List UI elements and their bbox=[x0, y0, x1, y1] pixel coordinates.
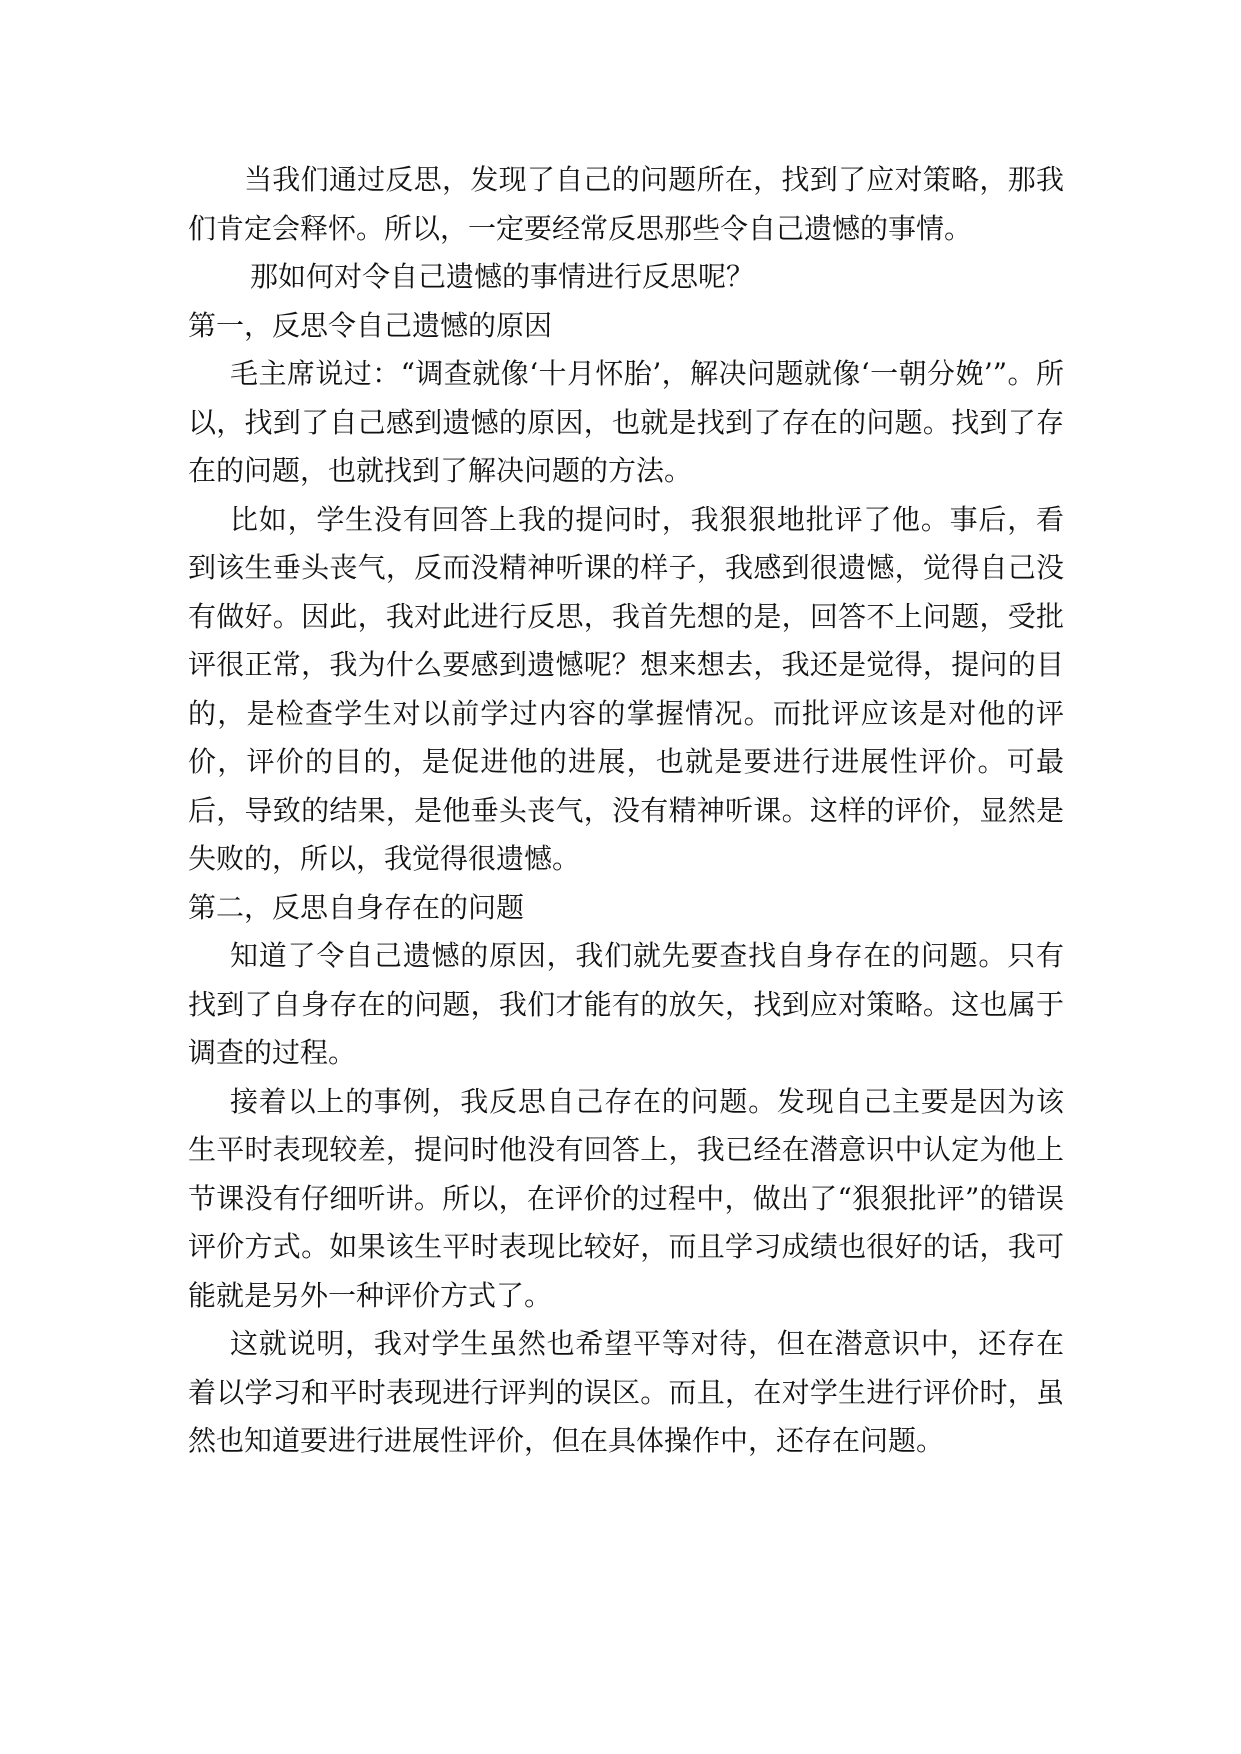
paragraph-example: 比如，学生没有回答上我的提问时，我狠狠地批评了他。事后，看到该生垂头丧气，反而没精神听课的样子，我感到很遗憾，觉得自己没有做好。因此，我对此进行反思，我首先想的是，回答不上问题，受批评很正常，我为什么要感到遗憾呢？想来想去，我还是觉得，提问的目的，是检查学生对以前学过内容的掌握情况。而批评应该是对他的评价，评价的目的，是促进他的进展，也就是要进行进展性评价。可最后，导致的结果，是他垂头丧气，没有精神听课。这样的评价，显然是失败的，所以，我觉得很遗憾。 bbox=[188, 502, 1064, 875]
paragraph-continue-example: 接着以上的事例，我反思自己存在的问题。发现自己主要是因为该生平时表现较差，提问时他没有回答上，我已经在潜意识中认定为他上节课没有仔细听讲。所以，在评价的过程中，做出了“狠狠批评”的错误评价方式。如果该生平时表现比较好，而且学习成绩也很好的话，我可能就是另外一种评价方式了。 bbox=[188, 1084, 1064, 1312]
section-heading-2: 第二，反思自身存在的问题 bbox=[188, 890, 525, 924]
paragraph-conclusion: 这就说明，我对学生虽然也希望平等对待，但在潜意识中，还存在着以学习和平时表现进行评判的误区。而且，在对学生进行评价时，虽然也知道要进行进展性评价，但在具体操作中，还存在问题。 bbox=[188, 1327, 1064, 1457]
section-heading-1: 第一，反思令自己遗憾的原因 bbox=[188, 308, 553, 342]
paragraph-mao-quote: 毛主席说过：“调查就像‘十月怀胎’，解决问题就像‘一朝分娩’”。所以，找到了自己感到遗憾的原因，也就是找到了存在的问题。找到了存在的问题，也就找到了解决问题的方法。 bbox=[188, 357, 1064, 487]
paragraph-reflection-intro: 当我们通过反思，发现了自己的问题所在，找到了应对策略，那我们肯定会释怀。所以，一定要经常反思那些令自己遗憾的事情。 bbox=[188, 163, 1064, 245]
paragraph-question: 那如何对令自己遗憾的事情进行反思呢？ bbox=[250, 260, 755, 293]
paragraph-find-problems: 知道了令自己遗憾的原因，我们就先要查找自身存在的问题。只有找到了自身存在的问题，我们才能有的放矢，找到应对策略。这也属于调查的过程。 bbox=[188, 939, 1064, 1069]
document-page bbox=[188, 156, 1064, 1466]
